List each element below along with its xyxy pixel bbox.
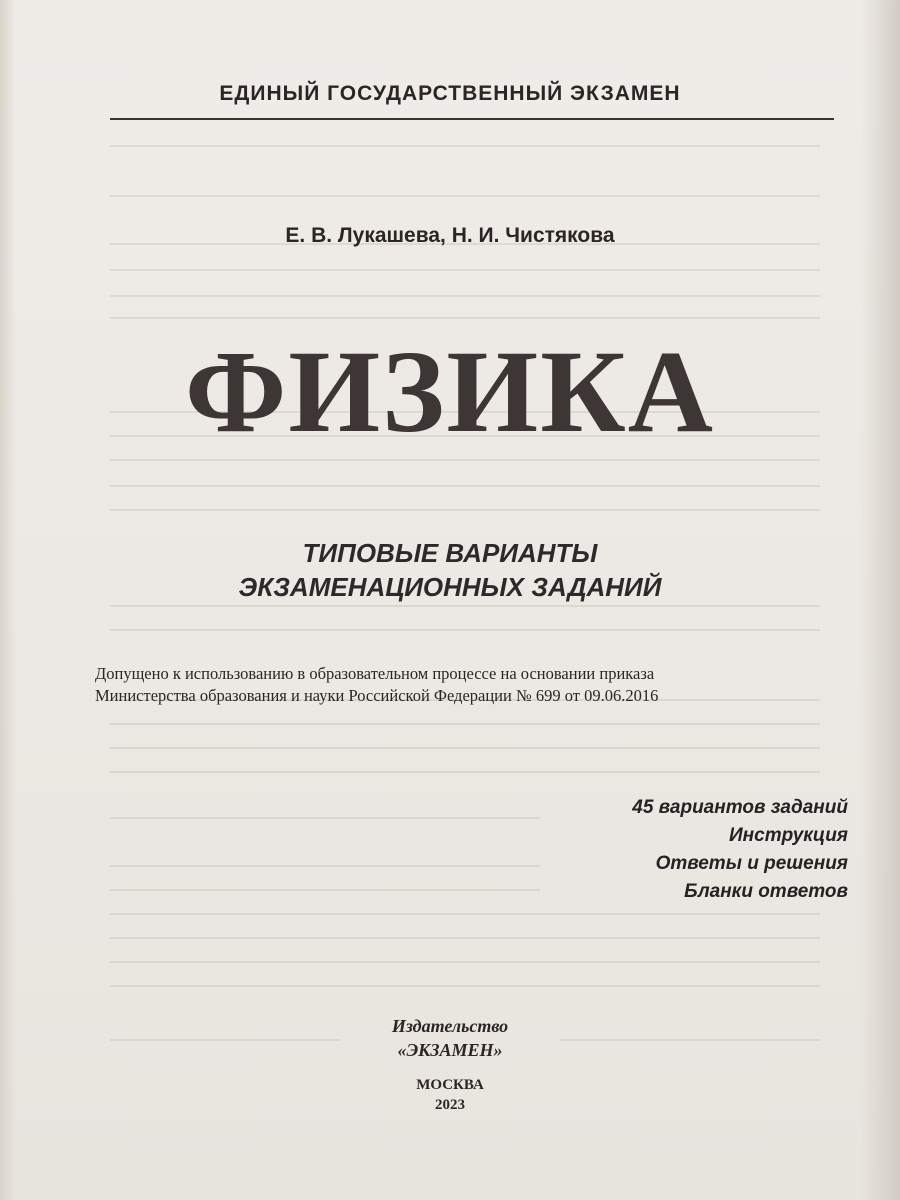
book-title: ФИЗИКА	[185, 326, 715, 457]
approval-line-1: Допущено к использованию в образовательном процессе на основании приказа	[95, 664, 655, 683]
imprint	[0, 1075, 900, 1115]
publisher	[0, 1014, 900, 1062]
publisher-label: Издательство	[391, 1016, 509, 1036]
contents-features	[632, 794, 848, 906]
feature-item: Инструкция	[729, 825, 848, 846]
feature-item: Ответы и решения	[655, 853, 848, 874]
subtitle-line-2: ЭКЗАМЕНАЦИОННЫХ ЗАДАНИЙ	[238, 572, 662, 602]
book-subtitle	[0, 536, 900, 604]
feature-item: 45 вариантов заданий	[632, 797, 848, 818]
header-divider	[110, 118, 834, 120]
approval-notice	[95, 663, 815, 707]
authors: Е. В. Лукашева, Н. И. Чистякова	[285, 224, 615, 247]
subtitle-line-1: ТИПОВЫЕ ВАРИАНТЫ	[302, 538, 598, 568]
approval-line-2: Министерства образования и науки Российской Федерации № 699 от 09.06.2016	[95, 686, 659, 705]
feature-item: Бланки ответов	[684, 881, 848, 902]
year: 2023	[435, 1097, 465, 1113]
publisher-name: «ЭКЗАМЕН»	[397, 1040, 503, 1060]
series-title: ЕДИНЫЙ ГОСУДАРСТВЕННЫЙ ЭКЗАМЕН	[219, 82, 681, 105]
city: МОСКВА	[416, 1077, 484, 1093]
